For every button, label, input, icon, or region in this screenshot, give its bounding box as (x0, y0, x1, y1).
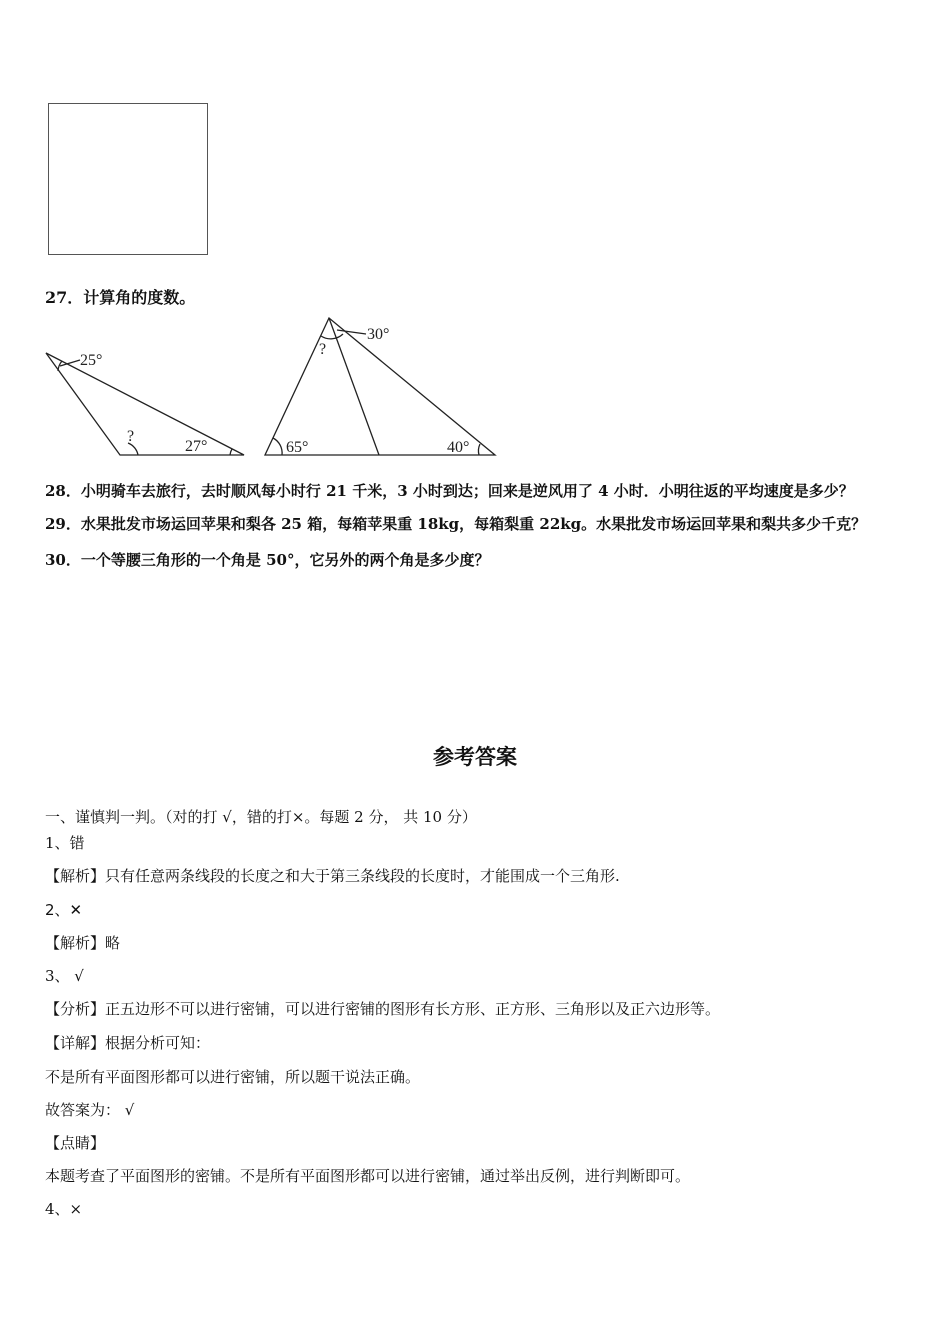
left-bottom-angle-arc (230, 449, 232, 455)
question-28: 28．小明骑车去旅行，去时顺风每小时行 21 千米，3 小时到达；回来是逆风用了 4 小时．小明往返的平均速度是多少？ (45, 482, 854, 500)
right-angle-top-label: 30° (367, 326, 390, 343)
answers-title: 参考答案 (433, 745, 517, 769)
answer-2-analysis: 【解析】略 (45, 934, 121, 952)
left-angle-unknown-label: ? (127, 428, 135, 445)
answer-2: 2、✕ (45, 901, 83, 919)
right-top-angle-pointer (337, 330, 366, 334)
answer-4: 4、× (45, 1200, 83, 1218)
left-triangle (46, 353, 244, 455)
left-angle-top-label: 25° (80, 352, 103, 369)
right-left-angle-arc (273, 438, 282, 455)
answer-3-comment: 本题考查了平面图形的密铺。不是所有平面图形都可以进行密铺，通过举出反例，进行判断即可。 (45, 1167, 691, 1185)
right-right-angle-arc (478, 444, 480, 455)
right-angle-unknown-label: ? (319, 341, 327, 358)
question-29: 29．水果批发市场运回苹果和梨各 25 箱，每箱苹果重 18kg，每箱梨重 22kg。水果批发市场运回苹果和梨共多少千克？ (45, 515, 867, 533)
answer-section-heading: 一、谨慎判一判。（对的打 √，错的打×。每题 2 分， 共 10 分） (45, 808, 477, 826)
left-angle-right-label: 27° (185, 438, 208, 455)
answer-3-detail-text: 不是所有平面图形都可以进行密铺，所以题干说法正确。 (45, 1068, 421, 1086)
right-top-angle-arc (321, 334, 343, 339)
answer-3-detail: 【详解】根据分析可知： (45, 1034, 211, 1052)
answer-3-analysis: 【分析】正五边形不可以进行密铺，可以进行密铺的图形有长方形、正方形、三角形以及正六边形等。 (45, 1000, 721, 1018)
left-triangle-figure (46, 353, 244, 455)
right-angle-right-label: 40° (447, 439, 470, 456)
answer-3-result: 故答案为： √ (45, 1101, 135, 1119)
answer-3-comment-heading: 【点睛】 (45, 1134, 106, 1152)
angle-figures (0, 0, 950, 470)
question-30: 30．一个等腰三角形的一个角是 50°，它另外的两个角是多少度？ (45, 551, 490, 569)
question-27: 27．计算角的度数。 (45, 288, 196, 307)
answer-1: 1、错 (45, 834, 85, 852)
right-angle-left-label: 65° (286, 439, 309, 456)
answer-1-analysis: 【解析】只有任意两条线段的长度之和大于第三条线段的长度时，才能围成一个三角形. (45, 867, 620, 885)
answer-3: 3、 √ (45, 967, 84, 985)
